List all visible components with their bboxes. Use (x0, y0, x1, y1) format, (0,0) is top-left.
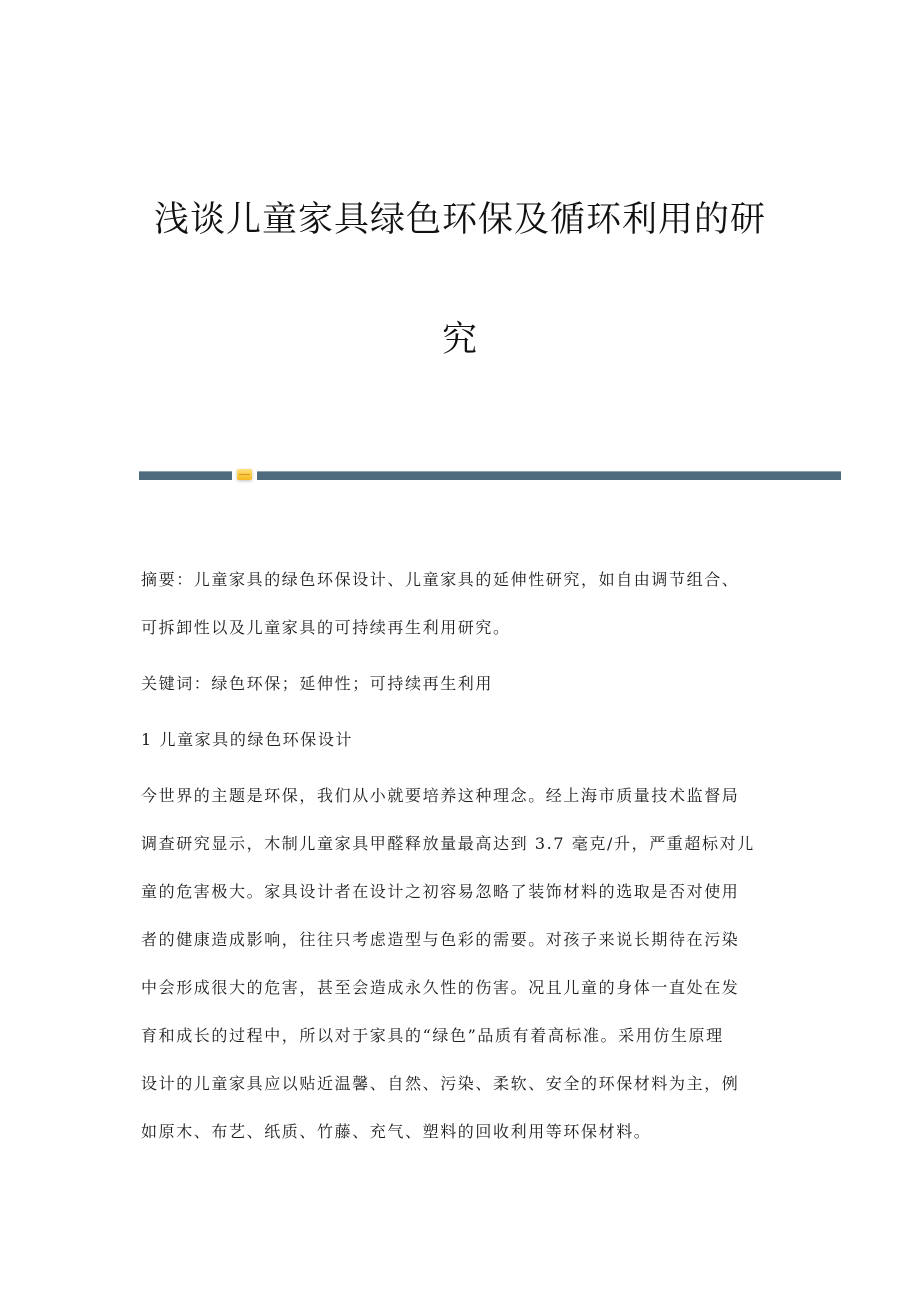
paragraph-line: 育和成长的过程中，所以对于家具的“绿色”品质有着高标准。采用仿生原理 (141, 1026, 724, 1045)
divider-ornament-icon (237, 469, 252, 480)
paragraph-line: 调查研究显示，木制儿童家具甲醛释放量最高达到 3.7 毫克/升，严重超标对儿 (141, 834, 755, 853)
paragraph-line: 今世界的主题是环保，我们从小就要培养这种理念。经上海市质量技术监督局 (141, 786, 740, 805)
section-heading: 1 儿童家具的绿色环保设计 (141, 730, 354, 749)
paragraph-line: 设计的儿童家具应以贴近温馨、自然、污染、柔软、安全的环保材料为主，例 (141, 1074, 740, 1093)
abstract-line-1: 摘要：儿童家具的绿色环保设计、儿童家具的延伸性研究，如自由调节组合、 (141, 570, 740, 589)
document-title-line-1: 浅谈儿童家具绿色环保及循环利用的研 (153, 200, 766, 240)
paragraph-line: 如原木、布艺、纸质、竹藤、充气、塑料的回收利用等环保材料。 (141, 1122, 652, 1141)
paragraph-line: 童的危害极大。家具设计者在设计之初容易忽略了装饰材料的选取是否对使用 (141, 882, 740, 901)
divider-bar-right (257, 471, 841, 480)
paragraph-line: 中会形成很大的危害，甚至会造成永久性的伤害。况且儿童的身体一直处在发 (141, 978, 740, 997)
divider-bar-left (139, 471, 232, 480)
keywords: 关键词：绿色环保；延伸性；可持续再生利用 (141, 674, 494, 693)
abstract-line-2: 可拆卸性以及儿童家具的可持续再生利用研究。 (141, 618, 511, 637)
paragraph-line: 者的健康造成影响，往往只考虑造型与色彩的需要。对孩子来说长期待在污染 (141, 930, 740, 949)
document-title-line-2: 究 (441, 320, 478, 360)
title-divider (139, 471, 841, 480)
